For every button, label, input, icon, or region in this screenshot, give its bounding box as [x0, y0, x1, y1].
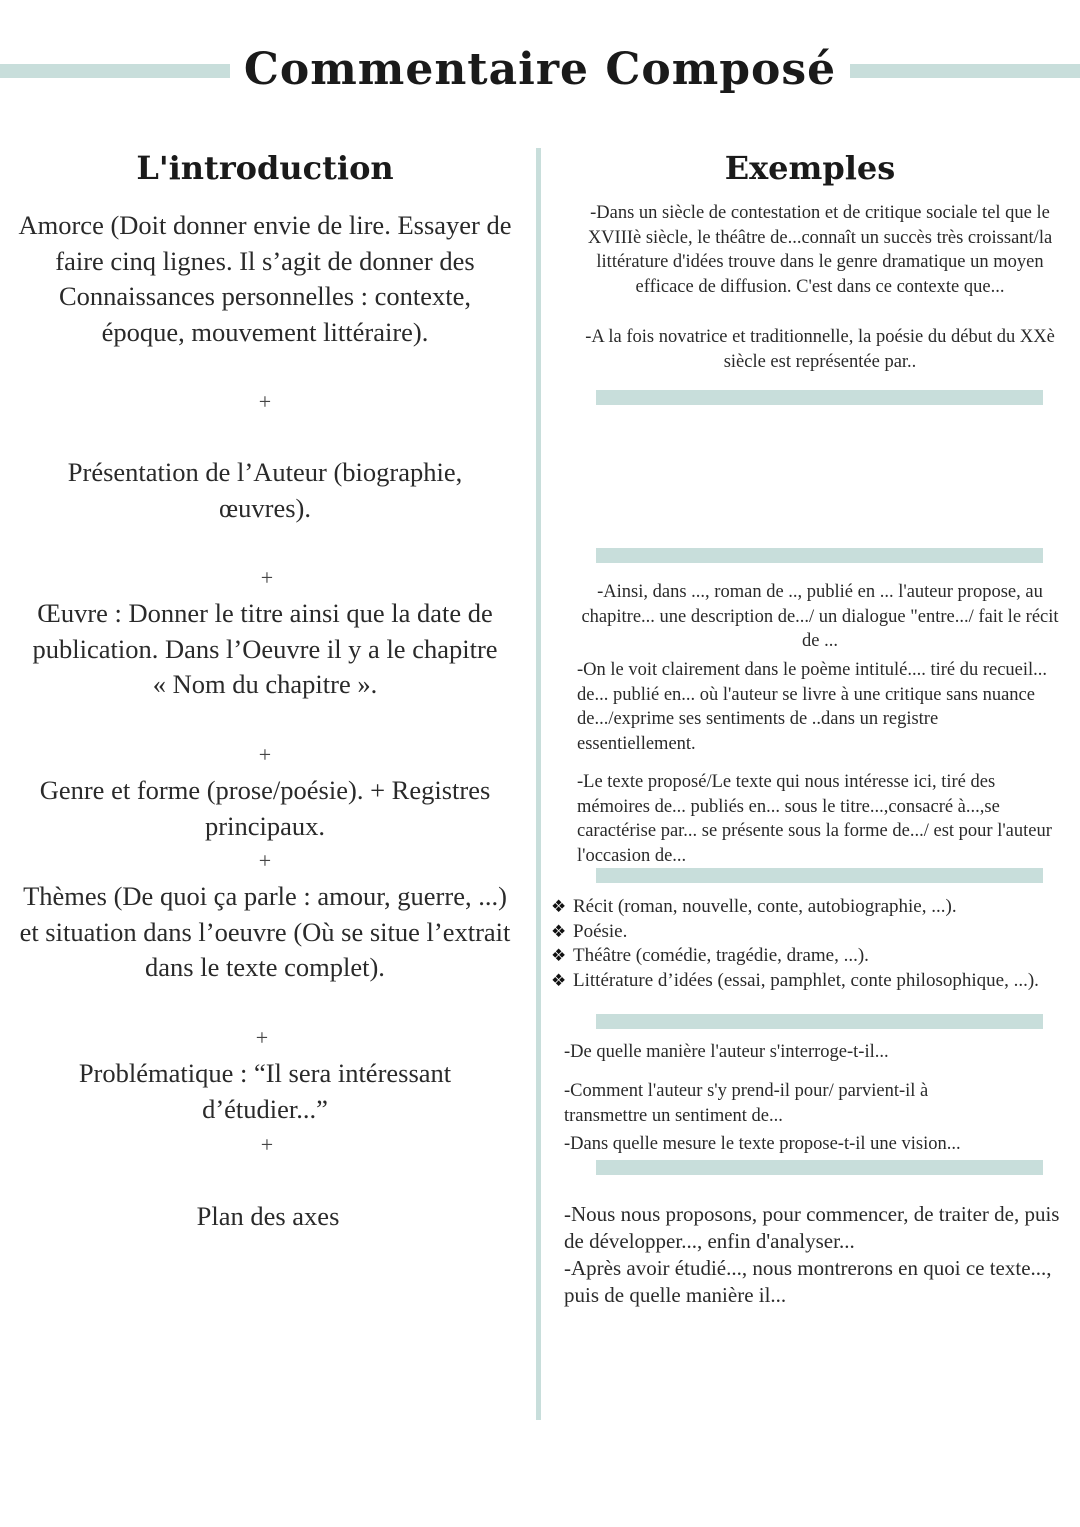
plus-sign: + [258, 389, 272, 414]
oeuvre-example-1: -Ainsi, dans ..., roman de .., publié en ... l'auteur propose, au chapitre... une description de.../ un dialogue "entre.../ fait le récit de ... [581, 582, 1059, 651]
oeuvre-example-3: -Le texte proposé/Le texte qui nous intéresse ici, tiré des mémoires de... publiés en... sous le titre...,consacré à...,se caractérise par... se présente sous la forme de.../ est pour l'auteur l'occasion de... [577, 772, 1052, 866]
plus-sign: + [258, 848, 272, 873]
problematique-example-3: -Dans quelle mesure le texte propose-t-il une vision... [564, 1134, 961, 1154]
section-band [596, 1160, 1043, 1175]
oeuvre-text: Œuvre : Donner le titre ainsi que la date de publication. Dans l’Oeuvre il y a le chapitre « Nom du chapitre ». [32, 598, 498, 699]
column-divider [536, 148, 541, 1420]
problematique-example-1: -De quelle manière l'auteur s'interroge-t-il... [564, 1042, 889, 1062]
right-heading: Exemples [724, 149, 896, 187]
problematique-text: Problématique : “Il sera intéressant d’étudier...” [78, 1058, 452, 1124]
list-item: ❖ Récit (roman, nouvelle, conte, autobiographie, ...). [551, 895, 1076, 920]
diamond-bullet-icon: ❖ [551, 970, 567, 990]
page-title: Commentaire Composé [0, 40, 1080, 100]
plan-example-1: -Nous nous proposons, pour commencer, de traiter de, puis de développer..., enfin d'analyser... [564, 1202, 1060, 1253]
diamond-bullet-icon: ❖ [551, 897, 567, 916]
genre-list [551, 895, 1076, 993]
section-band [596, 1014, 1043, 1029]
list-item: ❖ Littérature d’idées (essai, pamphlet, conte philosophique, ...). [551, 969, 1076, 994]
auteur-text: Présentation de l’Auteur (biographie, œuvres). [67, 457, 463, 523]
plus-sign: + [255, 1025, 269, 1050]
plus-sign: + [258, 742, 272, 767]
section-band [596, 868, 1043, 883]
amorce-text: Amorce (Doit donner envie de lire. Essayer de faire cinq lignes. Il s’agit de donner des Connaissances personnelles : contexte, époque, mouvement littéraire). [18, 210, 512, 347]
amorce-example-2: -A la fois novatrice et traditionnelle, la poésie du début du XXè siècle est représentée par.. [585, 327, 1055, 372]
amorce-example-1: -Dans un siècle de contestation et de critique sociale tel que le XVIIIè siècle, le théâtre de...connaît un succès très croissant/la littérature d'idées trouve dans le genre dramatique un moyen efficace de diffusion. C'est dans ce contexte que... [587, 203, 1053, 297]
genre-text: Genre et forme (prose/poésie). + Registres principaux. [39, 775, 491, 841]
oeuvre-example-2: -On le voit clairement dans le poème intitulé.... tiré du recueil... de... publié en... où l'auteur se livre à une critique sans nuance de.../exprime ses sentiments de ..dans un registre essentiellement. [577, 660, 1048, 754]
plus-sign: + [260, 1132, 274, 1157]
list-item: ❖ Théâtre (comédie, tragédie, drame, ...). [551, 944, 1076, 969]
plan-example-2: -Après avoir étudié..., nous montrerons en quoi ce texte..., puis de quelle manière il... [564, 1256, 1052, 1307]
section-band [596, 548, 1043, 563]
list-item: ❖ Poésie. [551, 920, 1076, 945]
plan-examples [564, 1201, 1069, 1309]
plus-sign: + [260, 565, 274, 590]
diamond-bullet-icon: ❖ [551, 946, 567, 965]
section-band [596, 390, 1043, 405]
left-heading: L'introduction [136, 149, 394, 187]
problematique-example-2: -Comment l'auteur s'y prend-il pour/ parvient-il à transmettre un sentiment de... [564, 1081, 929, 1126]
plan-text: Plan des axes [196, 1201, 340, 1231]
diamond-bullet-icon: ❖ [551, 921, 567, 941]
themes-text: Thèmes (De quoi ça parle : amour, guerre, ...) et situation dans l’oeuvre (Où se situe l’extrait dans le texte complet). [19, 881, 511, 982]
